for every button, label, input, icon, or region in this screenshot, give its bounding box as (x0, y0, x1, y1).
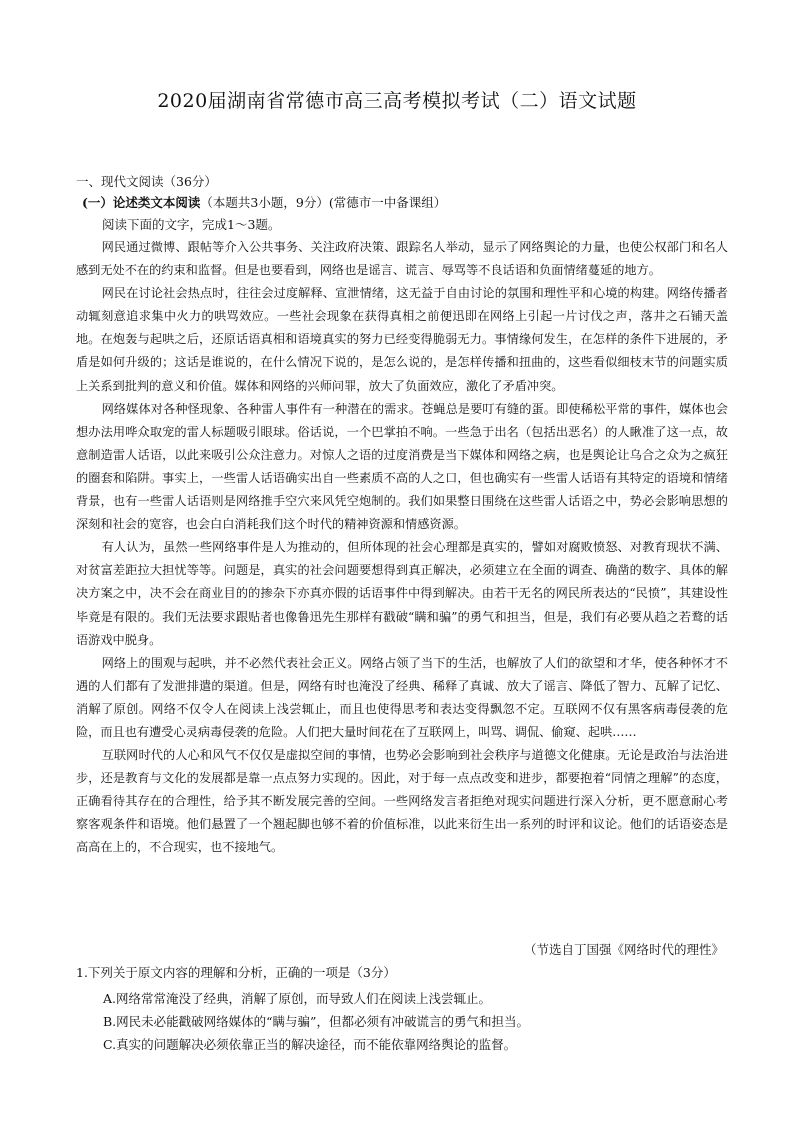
passage-source: （节选自丁国强《网络时代的理性》 (523, 942, 724, 957)
reading-passage (76, 236, 728, 860)
passage-paragraph: 网络上的围观与起哄，并不必然代表社会正义。网络占领了当下的生活，也解放了人们的欲望和才华，使各种怀才不遇的人们都有了发泄排遣的渠道。但是，网络有时也淹没了经典、稀释了真诚、放大了谣言、降低了智力、瓦解了记忆、消解了原创。网络不仅令人在阅读上浅尝辄止，而且也使得思考和表达变得飘忽不定。互联网不仅有黑客病毒侵袭的危险，而且也有遭受心灵病毒侵袭的危险。人们把大量时间花在了互联网上，叫骂、调侃、偷窥、起哄…… (76, 655, 728, 739)
subsection-detail: （本题共3小题，9分）(常德市一中备课组） (200, 195, 447, 210)
passage-paragraph: 有人认为，虽然一些网络事件是人为推动的，但所体现的社会心理都是真实的，譬如对腐败愤怒、对教育现状不满、对贫富差距拉大担忧等等。问题是，真实的社会问题要想得到真正解决，必须建立在全面的调查、确凿的数字、具体的解决方案之中，决不会在商业目的的掺杂下亦真亦假的话语事件中得到解决。由若干无名的网民所表达的“民愤”，其建设性毕竟是有限的。我们无法要求跟贴者也像鲁迅先生那样有戳破“瞒和骗”的勇气和担当，但是，我们有必要从趋之若鹜的话语游戏中脱身。 (76, 540, 728, 647)
exam-title: 2020届湖南省常德市高三高考模拟考试（二）语文试题 (157, 90, 637, 112)
option-c: C.真实的问题解决必须依靠正当的解决途径，而不能依靠网络舆论的监督。 (103, 1037, 517, 1052)
passage-paragraph: 网民通过微博、跟帖等介入公共事务、关注政府决策、跟踪名人举动，显示了网络舆论的力量，也使公权部门和名人感到无处不在的约束和监督。但是也要看到，网络也是谣言、谎言、辱骂等不良话语和负面情绪蔓延的地方。 (76, 240, 728, 278)
question-options (103, 987, 529, 1056)
subsection-label: (一）论述类文本阅读 (82, 195, 201, 210)
section-heading: 一、现代文阅读（36分） (76, 174, 217, 189)
passage-paragraph: 网络媒体对各种怪现象、各种雷人事件有一种潜在的需求。苍蝇总是要叮有缝的蛋。即使稀松平常的事件，媒体也会想办法用哗众取宠的雷人标题吸引眼球。俗话说，一个巴掌拍不响。一些急于出名（包括出恶名）的人瞅准了这一点，故意制造雷人话语，以此来吸引公众注意力。对惊人之语的过度消费是当下媒体和网络之病，也是舆论让乌合之众为之疯狂的圈套和陷阱。事实上，一些雷人话语确实出自一些素质不高的人之口，但也确实有一些雷人话语有其特定的语境和情绪背景，也有一些雷人话语则是网络推手空穴来风凭空炮制的。我们如果整日围绕在这些雷人话语之中，势必会影响思想的深刻和社会的宽容，也会白白消耗我们这个时代的精神资源和情感资源。 (76, 401, 728, 532)
passage-paragraph: 网民在讨论社会热点时，往往会过度解释、宣泄情绪，这无益于自由讨论的氛围和理性平和心境的构建。网络传播者动辄刻意追求集中火力的哄骂效应。一些社会现象在获得真相之前便迅即在网络上引起一片讨伐之声，落井之石铺天盖地。在炮轰与起哄之后，还原话语真相和语境真实的努力已经变得脆弱无力。事情缘何发生，在怎样的条件下进展的，矛盾是如何升级的；这话是谁说的，在什么情况下说的，是怎么说的，是怎样传播和扭曲的，这些看似细枝末节的问题实质上关系到批判的意义和价值。媒体和网络的兴师问罪，放大了负面效应，激化了矛盾冲突。 (76, 286, 728, 393)
option-b: B.网民未必能戳破网络媒体的“瞒与骗”，但都必须有冲破谎言的勇气和担当。 (103, 1014, 529, 1029)
passage-paragraph: 互联网时代的人心和风气不仅仅是虚拟空间的事情，也势必会影响到社会秩序与道德文化健康。无论是政治与法治进步，还是教育与文化的发展都是靠一点点努力实现的。因此，对于每一点点改变和进步，都要抱着“同情之理解”的态度，正确看待其存在的合理性，给予其不断发展完善的空间。一些网络发言者拒绝对现实问题进行深入分析，更不愿意耐心考察客观条件和语境。他们悬置了一个翘起脚也够不着的价值标准，以此来衍生出一系列的时评和议论。他们的话语姿态是高高在上的，不合现实，也不接地气。 (76, 748, 728, 855)
subsection-heading (82, 193, 446, 211)
option-a: A.网络常常淹没了经典，消解了原创，而导致人们在阅读上浅尝辄止。 (103, 991, 492, 1006)
reading-instruction: 阅读下面的文字，完成1～3题。 (102, 217, 281, 232)
question-stem: 1.下列关于原文内容的理解和分析，正确的一项是（3分） (76, 965, 396, 980)
